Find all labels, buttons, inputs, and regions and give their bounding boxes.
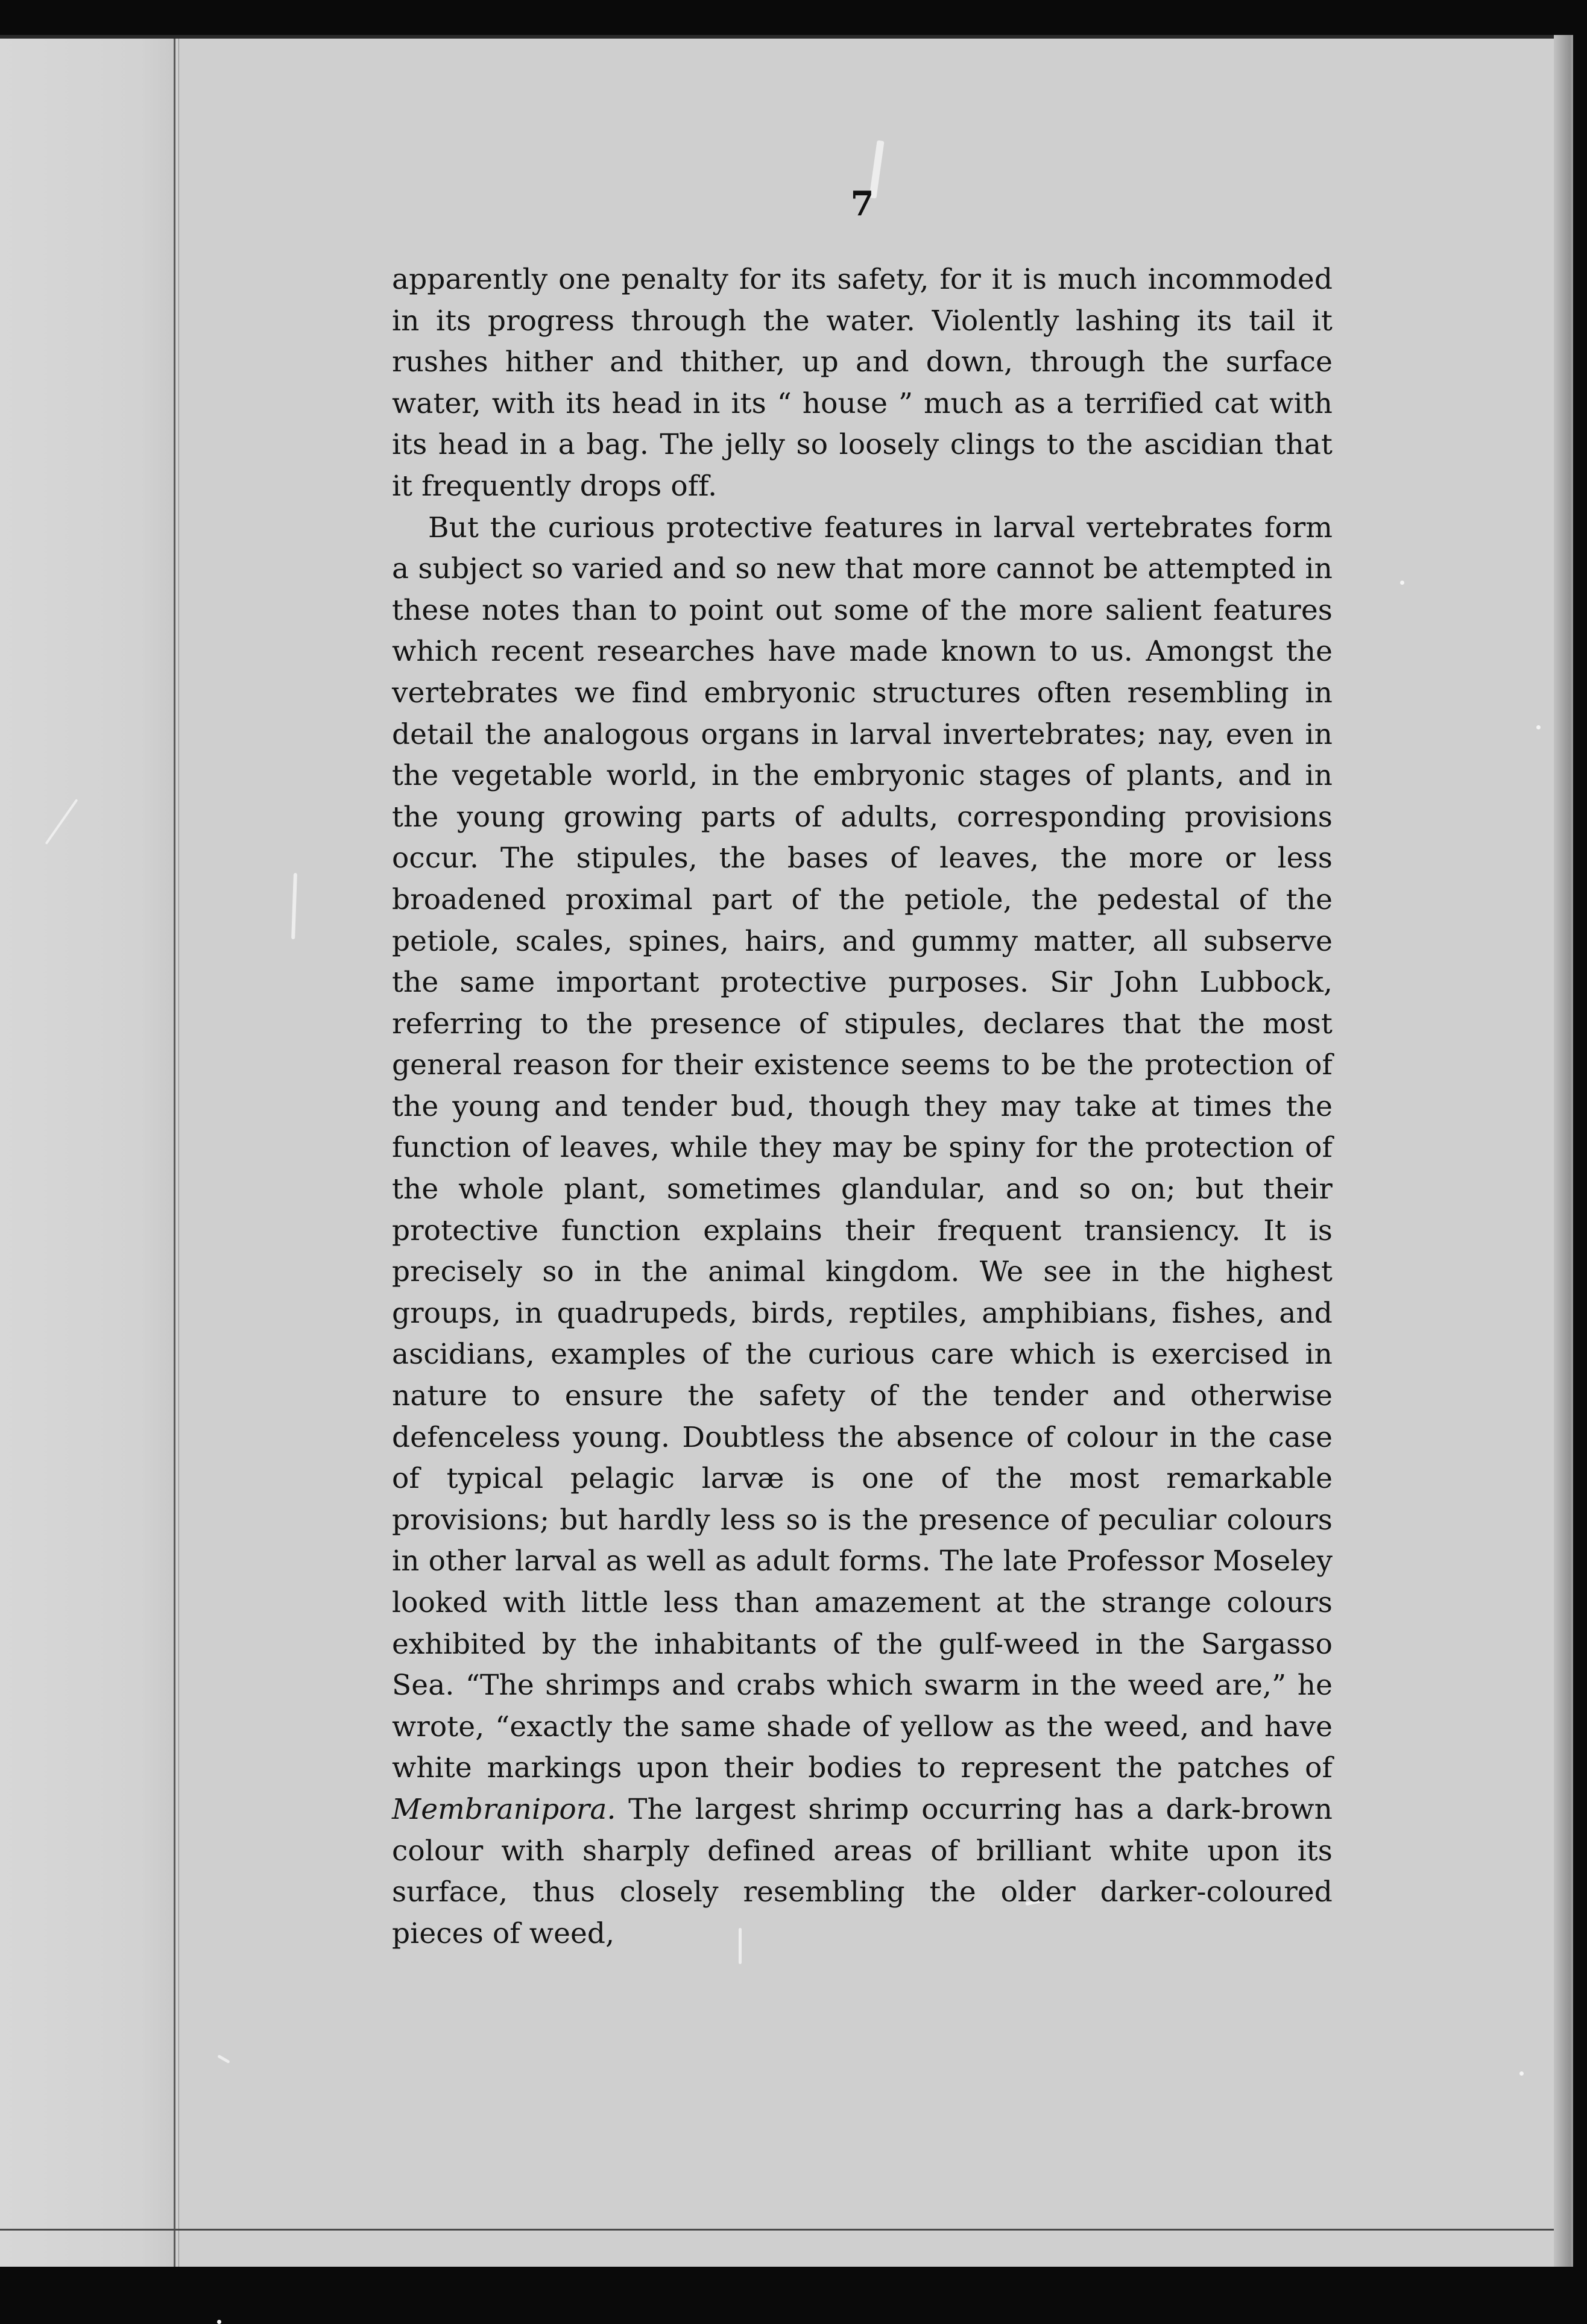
top-edge bbox=[0, 35, 1571, 39]
scan-scratch-mark bbox=[217, 2055, 230, 2064]
fold-line bbox=[174, 35, 175, 2267]
bottom-edge bbox=[0, 2229, 1571, 2231]
fold-line-secondary bbox=[178, 35, 179, 2267]
right-edge-shadow bbox=[1554, 35, 1571, 2267]
scan-speck bbox=[1400, 581, 1404, 585]
paragraph-1-text: apparently one penalty for its safety, for it is much incommoded in its progress through the water. Violently lashing its tail it rushes hither and thither, up and down, through the surface water, with its head in its “ house ” much as a terrified cat with its head in a bag. The jelly so loosely clings to the ascidian that it frequently drops off. bbox=[392, 263, 1333, 503]
scan-scratch-mark bbox=[291, 873, 297, 939]
body-text bbox=[392, 259, 1333, 1954]
paragraph-2-text-continued: The largest shrimp occurring has a dark-brown colour with sharply defined areas of brilliant white upon its surface, thus closely resembling the older darker-coloured pieces of weed, bbox=[392, 1792, 1333, 1950]
paragraph-2 bbox=[392, 508, 1333, 1955]
paragraph-1 bbox=[392, 259, 1333, 508]
scan-speck bbox=[1519, 2071, 1524, 2076]
scan-speck bbox=[1536, 725, 1541, 729]
page-number: 7 bbox=[850, 184, 874, 224]
italic-genus-name: Membranipora. bbox=[392, 1792, 616, 1826]
paragraph-2-text: But the curious protective features in larval vertebrates form a subject so varied and so new that more cannot be attempted in these notes than to point out some of the more salient features which recent researches have made known to us. Amongst the vertebrates we find embryonic structures often resembling in detail the analogous organs in larval invertebrates; nay, even in the vegetable world, in the embryonic stages of plants, and in the young growing parts of adults, corresponding provisions occur. The stipules, the bases of leaves, the more or less broadened proximal part of the petiole, the pedestal of the petiole, scales, spines, hairs, and gummy matter, all subserve the same important protective purposes. Sir John Lubbock, referring to the presence of stipules, declares that the most general reason for their existence seems to be the protection of the young and tender bud, though they may take at times the function of leaves, while they may be spiny for the protection of the whole plant, sometimes glandular, and so on; but their protective function explains their frequent transiency. It is precisely so in the animal kingdom. We see in the highest groups, in quadrupeds, birds, reptiles, amphibians, fishes, and ascidians, examples of the curious care which is exercised in nature to ensure the safety of the tender and otherwise defenceless young. Doubtless the absence of colour in the case of typical pelagic larvæ is one of the most remarkable provisions; but hardly less so is the presence of peculiar colours in other larval as well as adult forms. The late Professor Moseley looked with little less than amazement at the strange colours exhibited by the inhabitants of the gulf-weed in the Sargasso Sea. “The shrimps and crabs which swarm in the weed are,” he wrote, “exactly the same shade of yellow as the weed, and have white markings upon their bodies to represent the patches of bbox=[392, 511, 1333, 1785]
page-gutter bbox=[0, 35, 175, 2267]
scan-speck bbox=[217, 2320, 221, 2324]
